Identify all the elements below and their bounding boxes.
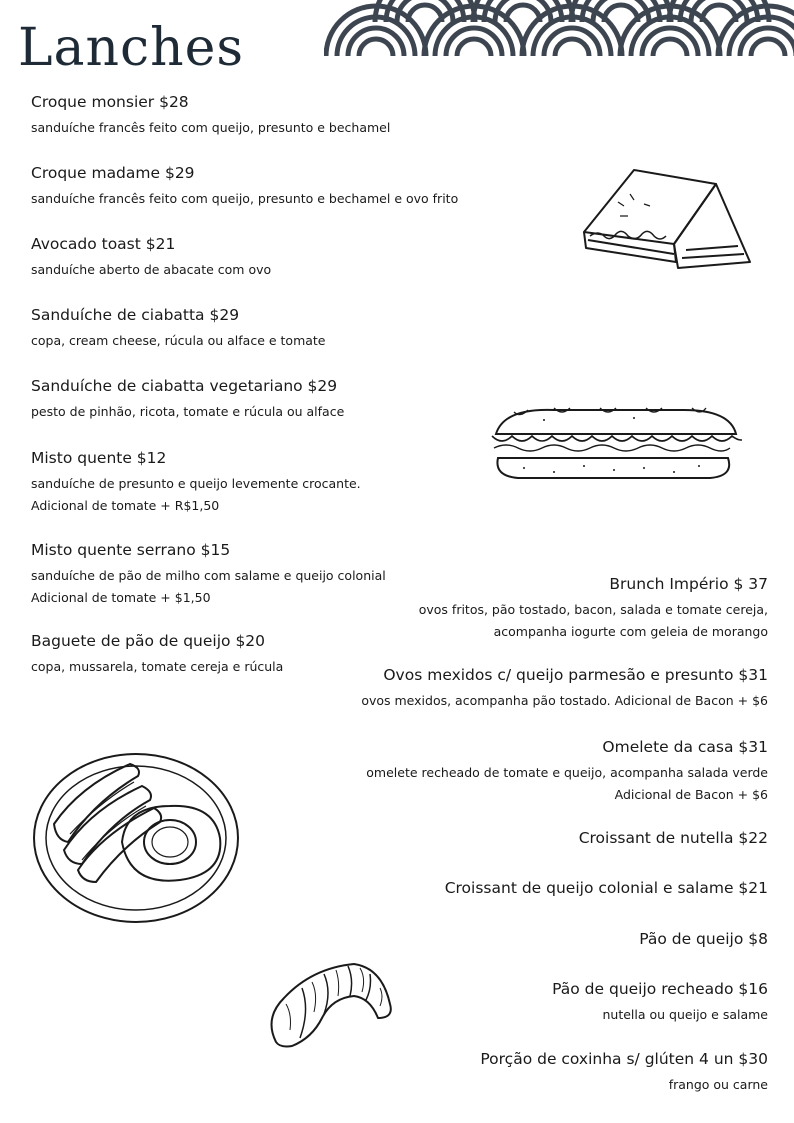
item-description: nutella ou queijo e salame: [602, 1007, 768, 1022]
item-name: Croque monsier $28: [31, 93, 189, 111]
item-description: sanduíche aberto de abacate com ovo: [31, 262, 272, 277]
item-name: Sanduíche de ciabatta vegetariano $29: [31, 377, 338, 395]
item-description-line: Adicional de Bacon + $6: [614, 787, 768, 802]
item-description: copa, mussarela, tomate cereja e rúcula: [31, 659, 284, 674]
item-description: [419, 599, 768, 643]
item-description-line: sanduíche de presunto e queijo levemente crocante.: [31, 476, 361, 491]
sub-sandwich-illustration: [484, 400, 742, 482]
menu-item-croissant-queijo-salame: [445, 879, 768, 897]
menu-item-avocado-toast: [31, 235, 271, 281]
item-description: sanduíche francês feito com queijo, presunto e bechamel e ovo frito: [31, 191, 459, 206]
item-description: [366, 762, 768, 806]
sandwich-triangle-illustration: [578, 162, 758, 274]
item-description: ovos mexidos, acompanha pão tostado. Adicional de Bacon + $6: [361, 693, 768, 708]
menu-item-baguete-pao-de-queijo: [31, 632, 283, 678]
item-name: Avocado toast $21: [31, 235, 176, 253]
item-name: Croissant de nutella $22: [578, 829, 768, 847]
item-description: [31, 565, 386, 609]
menu-item-ovos-mexidos: [361, 666, 768, 712]
item-description-line: Adicional de tomate + R$1,50: [31, 498, 220, 513]
menu-item-misto-quente-serrano: [31, 541, 386, 609]
item-description: frango ou carne: [668, 1077, 768, 1092]
item-description-line: omelete recheado de tomate e queijo, acompanha salada verde: [366, 765, 768, 780]
wave-pattern-decoration: [324, 0, 794, 56]
menu-item-croissant-nutella: [579, 829, 768, 847]
item-description: [31, 473, 361, 517]
item-name: Sanduíche de ciabatta $29: [31, 306, 240, 324]
menu-item-croque-madame: [31, 164, 458, 210]
item-name: Omelete da casa $31: [602, 738, 768, 756]
bacon-and-egg-plate-illustration: [30, 746, 242, 926]
menu-item-pao-de-queijo: [639, 930, 768, 948]
item-description-line: acompanha iogurte com geleia de morango: [493, 624, 768, 639]
item-description: copa, cream cheese, rúcula ou alface e tomate: [31, 333, 326, 348]
menu-item-omelete-da-casa: [366, 738, 768, 806]
page-title: Lanches: [18, 18, 245, 78]
item-description-line: ovos fritos, pão tostado, bacon, salada e tomate cereja,: [418, 602, 768, 617]
item-description: pesto de pinhão, ricota, tomate e rúcula ou alface: [31, 404, 345, 419]
menu-item-sanduiche-ciabatta: [31, 306, 326, 352]
item-description-line: Adicional de tomate + $1,50: [31, 590, 211, 605]
item-name: Pão de queijo $8: [639, 930, 768, 948]
item-name: Brunch Império $ 37: [609, 575, 768, 593]
item-name: Baguete de pão de queijo $20: [31, 632, 266, 650]
item-description: sanduíche francês feito com queijo, presunto e bechamel: [31, 120, 391, 135]
item-name: Croissant de queijo colonial e salame $21: [444, 879, 768, 897]
item-name: Pão de queijo recheado $16: [552, 980, 768, 998]
menu-item-ciabatta-vegetariano: [31, 377, 344, 423]
item-name: Misto quente serrano $15: [31, 541, 231, 559]
menu-item-misto-quente: [31, 449, 361, 517]
item-name: Misto quente $12: [31, 449, 167, 467]
croissant-illustration: [262, 958, 396, 1052]
item-name: Porção de coxinha s/ glúten 4 un $30: [480, 1050, 768, 1068]
item-description-line: sanduíche de pão de milho com salame e queijo colonial: [31, 568, 386, 583]
menu-item-pao-de-queijo-recheado: [552, 980, 768, 1026]
menu-item-brunch-imperio: [419, 575, 768, 643]
menu-item-porcao-coxinha: [480, 1050, 768, 1096]
menu-item-croque-monsier: [31, 93, 390, 139]
item-name: Ovos mexidos c/ queijo parmesão e presunto $31: [383, 666, 768, 684]
item-name: Croque madame $29: [31, 164, 195, 182]
